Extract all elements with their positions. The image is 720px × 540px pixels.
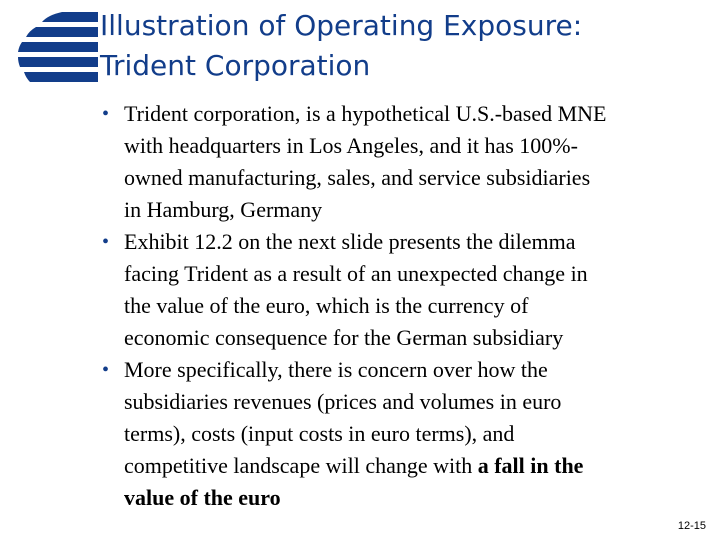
bullet-dot-icon: • bbox=[102, 231, 110, 253]
slide-title-line: Illustration of Operating Exposure: bbox=[100, 9, 583, 42]
bullet-text-line bbox=[124, 354, 696, 386]
bullet-text-line bbox=[124, 194, 696, 226]
bullet-text-line bbox=[124, 226, 696, 258]
page-number: 12-15 bbox=[677, 520, 706, 532]
text-segment: Exhibit 12.2 on the next slide presents the dilemma bbox=[124, 229, 576, 254]
slide-title-line: Trident Corporation bbox=[100, 49, 371, 82]
text-segment: owned manufacturing, sales, and service subsidiaries bbox=[124, 165, 591, 190]
bullet-list bbox=[96, 98, 696, 514]
text-segment: Trident corporation, is a hypothetical U.S.-based MNE bbox=[124, 101, 607, 126]
bullet-text-line bbox=[124, 322, 696, 354]
text-segment: More specifically, there is concern over how the bbox=[124, 357, 548, 382]
text-segment: competitive landscape will change with bbox=[124, 453, 478, 478]
bullet-text-line bbox=[124, 482, 696, 514]
bullet-dot-icon: • bbox=[102, 359, 110, 381]
blue-striped-logo-icon bbox=[12, 8, 100, 84]
text-segment: with headquarters in Los Angeles, and it has 100%- bbox=[124, 133, 578, 158]
text-segment: economic consequence for the German subsidiary bbox=[124, 325, 564, 350]
text-segment: facing Trident as a result of an unexpected change in bbox=[124, 261, 588, 286]
bullet-text-line bbox=[124, 290, 696, 322]
bullet-text-line bbox=[124, 386, 696, 418]
bullet-item bbox=[96, 98, 696, 226]
bullet-item bbox=[96, 226, 696, 354]
bullet-text-line bbox=[124, 258, 696, 290]
slide-title bbox=[100, 6, 700, 86]
bullet-item bbox=[96, 354, 696, 514]
bold-text: value of the euro bbox=[124, 485, 281, 510]
bullet-text-line bbox=[124, 98, 696, 130]
bullet-text-line bbox=[124, 162, 696, 194]
bullet-dot-icon: • bbox=[102, 103, 110, 125]
text-segment: terms), costs (input costs in euro terms), and bbox=[124, 421, 515, 446]
bold-text: a fall in the bbox=[477, 453, 584, 478]
text-segment: in Hamburg, Germany bbox=[124, 197, 323, 222]
bullet-text-line bbox=[124, 418, 696, 450]
bullet-text-line bbox=[124, 130, 696, 162]
text-segment: subsidiaries revenues (prices and volumes in euro bbox=[124, 389, 562, 414]
bullet-text-line bbox=[124, 450, 696, 482]
text-segment: the value of the euro, which is the currency of bbox=[124, 293, 529, 318]
